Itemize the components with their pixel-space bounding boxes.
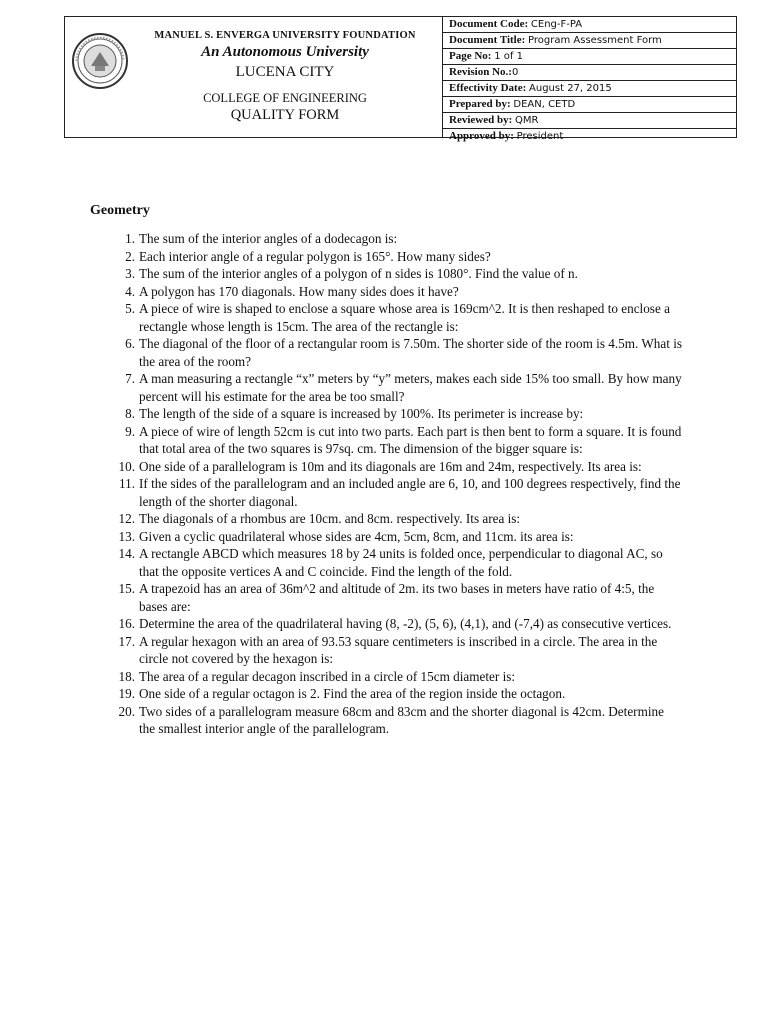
question-item [103,615,683,633]
question-item [103,545,683,580]
question-item [103,475,683,510]
info-row-document-code [443,17,736,33]
question-text: The diagonals of a rhombus are 10cm. and 8cm. respectively. Its area is: [139,511,521,526]
question-text: A piece of wire is shaped to enclose a square whose area is 169cm^2. It is then reshaped to enclose a rectangle whose length is 15cm. The area of the rectangle is: [139,301,670,334]
info-label: Reviewed by: [449,114,513,126]
info-label: Prepared by: [449,98,511,110]
question-item [103,633,683,668]
question-text: The length of the side of a square is increased by 100%. Its perimeter is increase by: [139,406,584,421]
question-number: 4. [125,283,135,299]
question-number: 14. [118,546,135,561]
info-label: Document Code: [449,18,529,30]
university-seal-icon [71,32,129,90]
form-type: QUALITY FORM [230,107,340,123]
header-title-cell [65,17,443,137]
question-text: The sum of the interior angles of a polygon of n sides is 1080°. Find the value of n. [139,266,578,281]
question-number: 13. [118,528,135,544]
question-text: A trapezoid has an area of 36m^2 and altitude of 2m. its two bases in meters have ratio of 4:5, the bases are: [139,581,655,614]
info-value: CEng-F-PA [530,19,583,30]
question-number: 18. [118,668,135,684]
question-item [103,248,683,266]
info-row-effectivity-date [443,81,736,97]
question-text: One side of a regular octagon is 2. Find the area of the region inside the octagon. [139,686,566,701]
question-number: 20. [118,703,135,719]
university-city: LUCENA CITY [235,64,335,77]
question-text: The area of a regular decagon inscribed in a circle of 15cm diameter is: [139,668,516,684]
question-number: 11. [119,476,135,491]
info-row-prepared-by [443,97,736,113]
question-number: 5. [125,301,135,316]
question-number: 17. [118,633,135,649]
college-name: COLLEGE OF ENGINEERING [203,91,367,105]
question-item [103,458,683,476]
university-name: MANUEL S. ENVERGA UNIVERSITY FOUNDATION [154,30,416,41]
question-number: 8. [125,406,135,421]
info-value: QMR [515,115,539,126]
question-text: The diagonal of the floor of a rectangular room is 7.50m. The shorter side of the room is 4.5m. What is the area of the room? [139,336,682,369]
question-item [103,510,683,528]
info-row-page-no [443,49,736,65]
question-number: 9. [125,423,135,439]
info-label: Effectivity Date: [449,82,527,94]
document-header [64,16,737,142]
question-number: 3. [125,266,135,281]
info-value: 1 of 1 [494,51,523,62]
question-text: Determine the area of the quadrilateral having (8, -2), (5, 6), (4,1), and (-7,4) as consecutive vertices. [139,616,672,631]
question-number: 6. [125,336,135,351]
info-label: Approved by: [449,130,514,142]
info-row-reviewed-by [443,113,736,129]
question-list [103,230,683,738]
question-item [103,423,683,458]
question-text: Each interior angle of a regular polygon is 165°. How many sides? [139,248,491,264]
info-value: President [516,131,564,142]
question-text: A piece of wire of length 52cm is cut into two parts. Each part is then bent to form a square. It is found that total area of the two squares is 97sq. cm. The dimension of the bigger square is: [139,423,682,456]
info-label: Revision No.: [449,66,512,78]
question-item [103,230,683,248]
question-text: If the sides of the parallelogram and an included angle are 6, 10, and 100 degrees respectively, find the length of the shorter diagonal. [139,476,681,509]
question-item [103,265,683,283]
document-info-table [443,17,736,142]
info-row-approved-by [443,129,736,145]
question-number: 10. [118,458,135,474]
info-value: DEAN, CETD [513,99,576,110]
question-item [103,528,683,546]
question-text: Given a cyclic quadrilateral whose sides are 4cm, 5cm, 8cm, and 11cm. its area is: [139,528,574,544]
info-value: Program Assessment Form [528,35,662,46]
question-item [103,703,683,738]
question-item [103,668,683,686]
question-text: A regular hexagon with an area of 93.53 square centimeters is inscribed in a circle. The area in the circle not covered by the hexagon is: [139,633,658,666]
question-number: 1. [125,231,135,246]
info-row-revision-no [443,65,736,81]
question-text: A man measuring a rectangle “x” meters by “y” meters, makes each side 15% too small. By how many percent will his estimate for the area be too small? [139,371,682,404]
question-text: A rectangle ABCD which measures 18 by 24 units is folded once, perpendicular to diagonal AC, so that the opposite vertices A and C coincide. Find the length of the fold. [139,546,663,579]
question-item [103,335,683,370]
question-item [103,685,683,703]
question-number: 12. [118,511,135,526]
question-item [103,283,683,301]
question-item [103,405,683,423]
question-number: 2. [125,248,135,264]
question-item [103,580,683,615]
question-text: One side of a parallelogram is 10m and its diagonals are 16m and 24m, respectively. Its area is: [139,458,642,474]
question-text: The sum of the interior angles of a dodecagon is: [139,231,398,246]
info-row-document-title [443,33,736,49]
question-number: 16. [118,616,135,631]
question-text: Two sides of a parallelogram measure 68cm and 83cm and the shorter diagonal is 42cm. Determine the smallest interior angle of the parallelogram. [139,703,664,736]
question-number: 19. [118,686,135,701]
info-label: Document Title: [449,34,526,46]
question-number: 7. [125,371,135,386]
question-number: 15. [118,581,135,596]
info-value: August 27, 2015 [529,83,612,94]
question-text: A polygon has 170 diagonals. How many sides does it have? [139,283,459,299]
question-item [103,370,683,405]
question-item [103,300,683,335]
info-value: 0 [511,67,519,78]
section-title: Geometry [90,203,150,218]
university-subtitle: An Autonomous University [201,44,369,60]
info-label: Page No: [449,50,492,62]
